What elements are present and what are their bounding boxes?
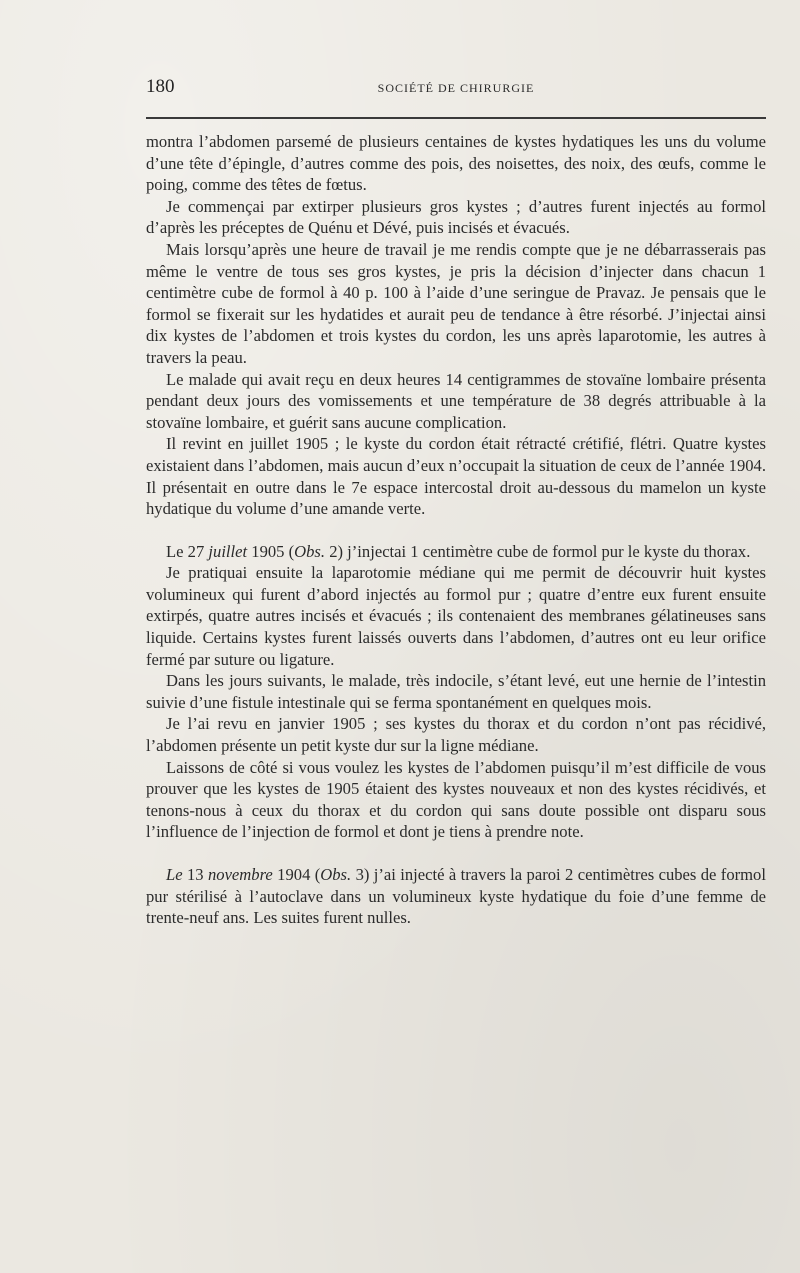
- date-lead: Le 27: [166, 541, 205, 561]
- date-year: 1905 (: [251, 541, 295, 561]
- date-day: 13: [186, 865, 204, 884]
- paragraph-body: 3) j’ai injecté à travers la paroi 2 centimètres cubes de formol pur stérilisé à l’autoclave dans un volumineux kyste hydatique du foie d’une femme de trente-neuf ans. Les suites furent nulles.: [146, 865, 766, 928]
- paragraph-obs-3: [146, 864, 766, 929]
- paragraph: Le malade qui avait reçu en deux heures 14 centigrammes de stovaïne lombaire présenta pendant deux jours des vomissements et une température de 38 degrés attribuable à la stovaïne lombaire, et guérit sans aucune complication.: [146, 369, 766, 432]
- running-header: [146, 72, 766, 102]
- paragraph: Mais lorsqu’après une heure de travail je me rendis compte que je ne débarrasserais pas même le ventre de tous ses gros kystes, je pris la décision d’injecter dans chacun 1 centimètre cube de formol à 40 p. 100 à l’aide d’une seringue de Pravaz. Je pensais que le formol se fixerait sur les hydatides et aurait peu de tendance à être résorbé. J’injectai ainsi dix kystes de l’abdomen et trois kystes du cordon, les uns après laparotomie, les autres à travers la peau.: [146, 239, 766, 367]
- paragraph: Laissons de côté si vous voulez les kystes de l’abdomen puisqu’il m’est difficile de vous prouver que les kystes de 1905 étaient des kystes nouveaux et non des kystes récidivés, et tenons-nous à ceux du thorax et du cordon qui sans doute possible ont disparu sous l’influence de l’injection de formol et dont je tiens à prendre note.: [146, 757, 766, 842]
- obs-label: Obs.: [294, 541, 326, 561]
- paragraph: Il revint en juillet 1905 ; le kyste du cordon était rétracté crétifié, flétri. Quatre kystes existaient dans l’abdomen, mais aucun d’eux n’occupait la situation de ceux de l’année 1904. Il présentait en outre dans le 7e espace intercostal droit au-dessous du mamelon un kyste hydatique du volume d’une amande verte.: [146, 434, 766, 519]
- header-rule: [146, 117, 766, 119]
- obs-label: Obs.: [320, 865, 352, 884]
- date-lead: Le: [166, 865, 183, 884]
- date-month: novembre: [207, 865, 273, 884]
- running-title: SOCIÉTÉ DE CHIRURGIE: [377, 81, 535, 95]
- date-year: 1904 (: [277, 865, 321, 884]
- paragraph: montra l’abdomen parsemé de plusieurs centaines de kystes hydatiques les uns du volume d’une tête d’épingle, d’autres comme des pois, des noisettes, des noix, des œufs, comme le poing, comme des têtes de fœtus.: [146, 132, 766, 195]
- paragraph: Dans les jours suivants, le malade, très indocile, s’étant levé, eut une hernie de l’intestin suivie d’une fistule intestinale qui se ferma spontanément en quelques mois.: [146, 671, 766, 712]
- paragraph-obs-2: [146, 541, 766, 563]
- paragraph: Je pratiquai ensuite la laparotomie médiane qui me permit de découvrir huit kystes volumineux qui furent d’abord injectés au formol pur ; quatre d’entre eux furent ensuite extirpés, quatre autres incisés et évacués ; ils contenaient des membranes gélatineuses sans liquide. Certains kystes furent laissés ouverts dans l’abdomen, d’autres ont eu leur orifice fermé par suture ou ligature.: [146, 563, 766, 669]
- paragraph: Je l’ai revu en janvier 1905 ; ses kystes du thorax et du cordon n’ont pas récidivé, l’abdomen présente un petit kyste dur sur la ligne médiane.: [146, 714, 766, 756]
- body-text: [146, 131, 766, 929]
- date-month: juillet: [208, 541, 248, 561]
- paragraph-body: 2) j’injectai 1 centimètre cube de formol pur le kyste du thorax.: [329, 541, 751, 561]
- page-number: 180: [146, 76, 175, 97]
- paragraph: Je commençai par extirper plusieurs gros kystes ; d’autres furent injectés au formol d’après les préceptes de Quénu et Dévé, puis incisés et évacués.: [146, 196, 766, 238]
